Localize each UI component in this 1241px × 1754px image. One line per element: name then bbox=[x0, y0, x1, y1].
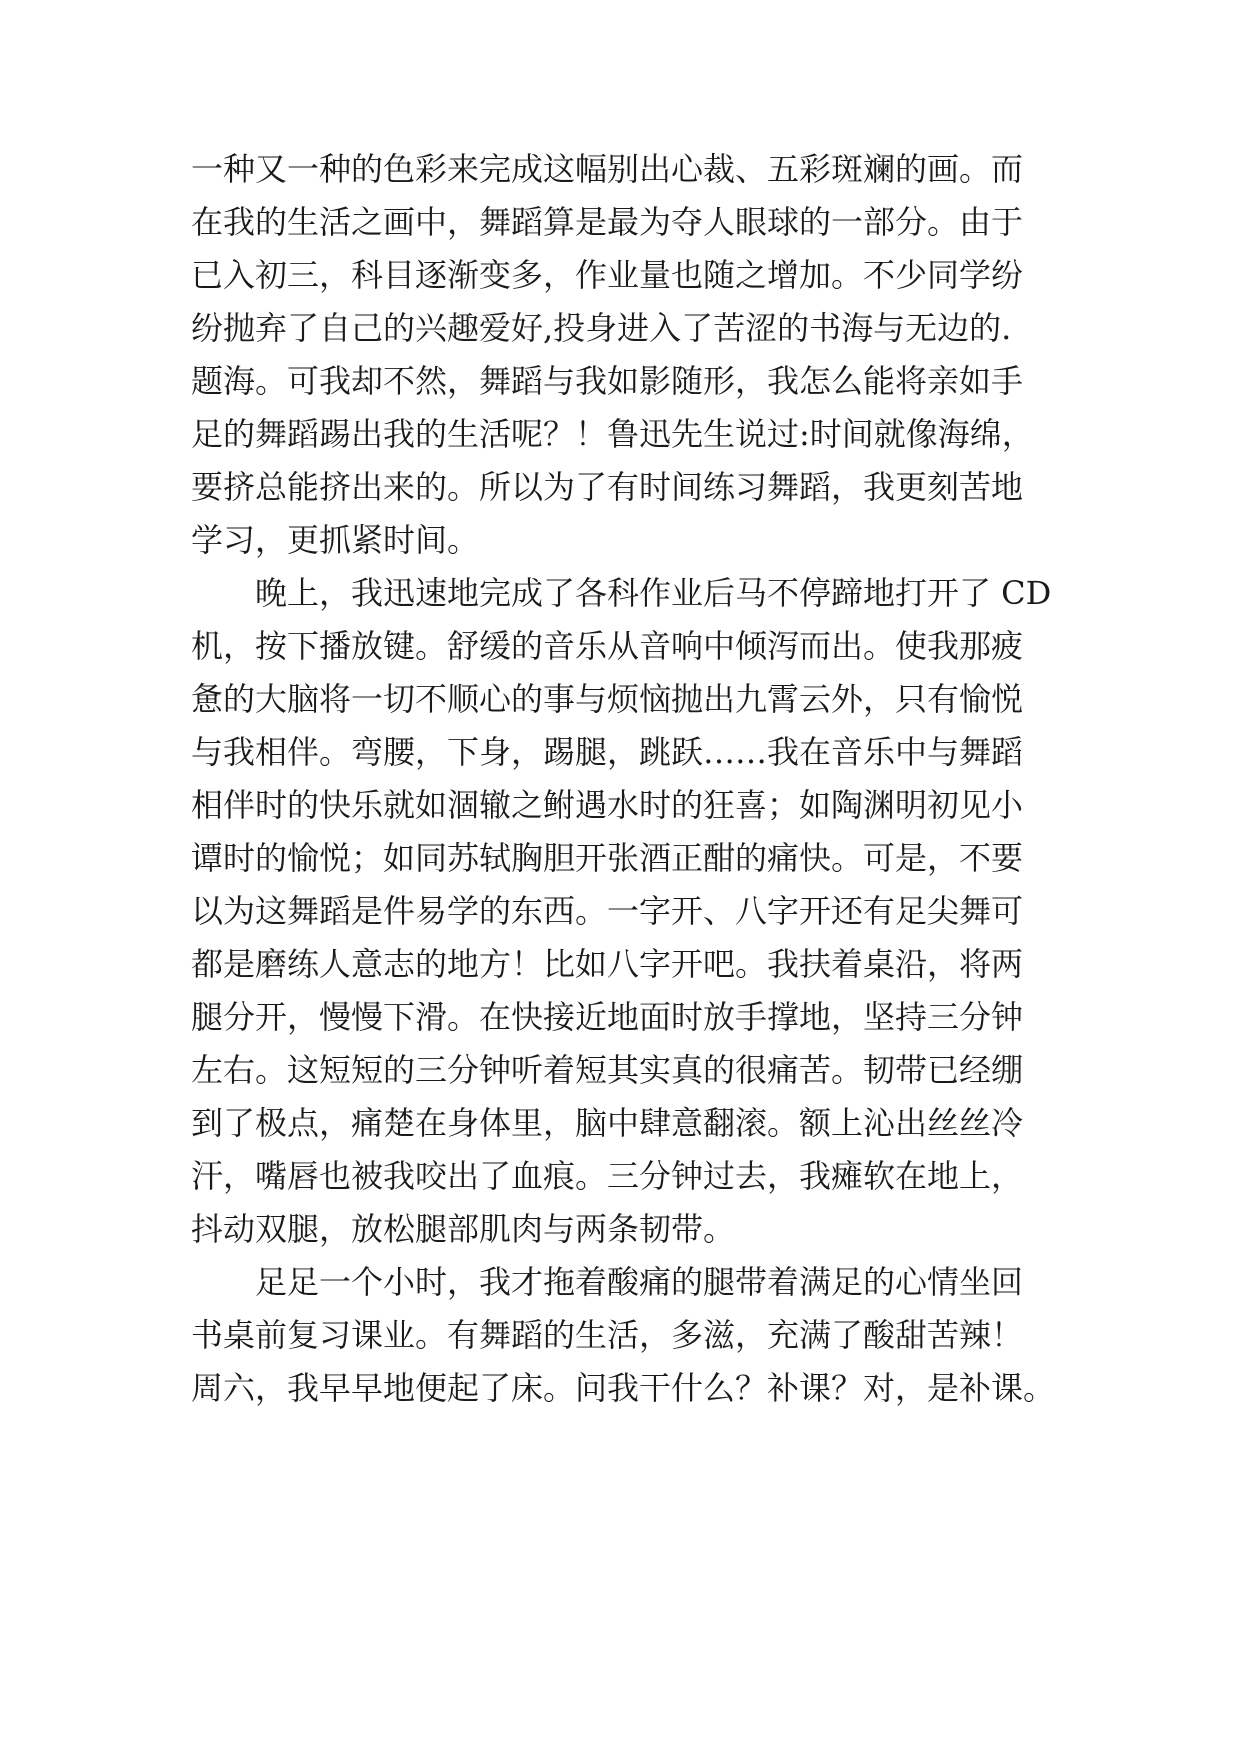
text-line: 已入初三，科目逐渐变多，作业量也随之增加。不少同学纷 bbox=[191, 256, 1024, 294]
text-line: 相伴时的快乐就如涸辙之鲋遇水时的狂喜；如陶渊明初见小 bbox=[191, 786, 1024, 824]
text-line: 汗，嘴唇也被我咬出了血痕。三分钟过去，我瘫软在地上， bbox=[191, 1157, 1024, 1195]
text-line: 一种又一种的色彩来完成这幅别出心裁、五彩斑斓的画。而 bbox=[191, 150, 1024, 188]
text-line: 机，按下播放键。舒缓的音乐从音响中倾泻而出。使我那疲 bbox=[191, 627, 1024, 665]
text-line: 要挤总能挤出来的。所以为了有时间练习舞蹈，我更刻苦地 bbox=[191, 468, 1024, 506]
text-line: 周六，我早早地便起了床。问我干什么？补课？对，是补课。 bbox=[191, 1369, 1056, 1407]
text-line: 足足一个小时，我才拖着酸痛的腿带着满足的心情坐回 bbox=[191, 1263, 1024, 1301]
text-line: 书桌前复习课业。有舞蹈的生活，多滋，充满了酸甜苦辣！ bbox=[191, 1316, 1024, 1354]
text-line: 谭时的愉悦；如同苏轼胸胆开张酒正酣的痛快。可是，不要 bbox=[191, 839, 1024, 877]
text-line: 以为这舞蹈是件易学的东西。一字开、八字开还有足尖舞可 bbox=[191, 892, 1024, 930]
text-line: 题海。可我却不然，舞蹈与我如影随形，我怎么能将亲如手 bbox=[191, 362, 1024, 400]
text-line: 腿分开，慢慢下滑。在快接近地面时放手撑地，坚持三分钟 bbox=[191, 998, 1024, 1036]
text-line: 在我的生活之画中，舞蹈算是最为夺人眼球的一部分。由于 bbox=[191, 203, 1024, 241]
text-line: 到了极点，痛楚在身体里，脑中肆意翻滚。额上沁出丝丝冷 bbox=[191, 1104, 1024, 1142]
text-line: 与我相伴。弯腰，下身，踢腿，跳跃……我在音乐中与舞蹈 bbox=[191, 733, 1024, 771]
text-line: 晚上，我迅速地完成了各科作业后马不停蹄地打开了 CD bbox=[191, 574, 1052, 612]
text-line: 抖动双腿，放松腿部肌肉与两条韧带。 bbox=[191, 1210, 736, 1248]
text-line: 左右。这短短的三分钟听着短其实真的很痛苦。韧带已经绷 bbox=[191, 1051, 1024, 1089]
text-line: 足的舞蹈踢出我的生活呢？！鲁迅先生说过:时间就像海绵， bbox=[191, 415, 1034, 453]
text-line: 都是磨练人意志的地方！比如八字开吧。我扶着桌沿，将两 bbox=[191, 945, 1024, 983]
text-line: 学习，更抓紧时间。 bbox=[191, 521, 480, 559]
text-line: 惫的大脑将一切不顺心的事与烦恼抛出九霄云外，只有愉悦 bbox=[191, 680, 1024, 718]
text-line: 纷抛弃了自己的兴趣爱好,投身进入了苦涩的书海与无边的. bbox=[191, 309, 1012, 347]
